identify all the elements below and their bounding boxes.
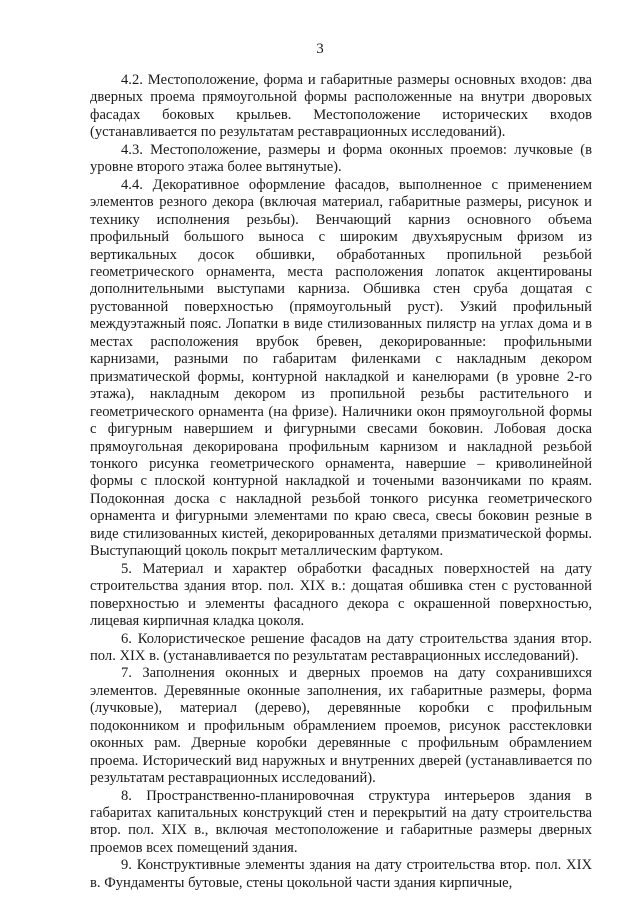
- document-body: [90, 72, 592, 892]
- page-number: 3: [316, 41, 324, 57]
- paragraph-4-3: 4.3. Местоположение, размеры и форма оконных проемов: лучковые (в уровне второго этажа более вытянутые).: [90, 141, 592, 176]
- paragraph-7: 7. Заполнения оконных и дверных проемов на дату сохранившихся элементов. Деревянные оконные заполнения, их габаритные размеры, форма (лучковые), материал (дерево), деревянные коробки с профильным подоконником и профильным обрамлением проемов, рисунок расстекловки оконных рам. Дверные коробки деревянные с профильным обрамлением проема. Исторический вид наружных и внутренних дверей (устанавливается по результатам реставрационных исследований).: [90, 665, 592, 787]
- paragraph-4-4: 4.4. Декоративное оформление фасадов, выполненное с применением элементов резного декора (включая материал, габаритные размеры, рисунок и технику исполнения резьбы). Венчающий карниз основного объема профильный большого выноса с широким двухъярусным фризом из вертикальных досок обшивки, обработанных пропильной резьбой геометрического орнамента, места расположения лопаток акцентированы дополнительными выступами карниза. Обшивка стен сруба дощатая с рустованной поверхностью (прямоугольный руст). Узкий профильный междуэтажный пояс. Лопатки в виде стилизованных пилястр на углах дома и в местах расположения врубок бревен, декорированные: профильными карнизами, разными по габаритам филенками с накладным декором призматической формы, контурной накладкой и канелюрами (в уровне 2-го этажа), накладным декором из пропильной резьбы растительного и геометрического орнамента (на фризе). Наличники окон прямоугольной формы с фигурным навершием и фигурными свесами боковин. Лобовая доска прямоугольная декорирована профильным карнизом и накладной резьбой тонкого рисунка геометрического орнамента, навершие – криволинейной формы с плоской контурной накладкой и точеными вазончиками по краям. Подоконная доска с накладной резьбой тонкого рисунка геометрического орнамента и фигурными элементами по краю свеса, свесы боковин резные в виде стилизованных кистей, декорированных деталями призматической формы. Выступающий цоколь покрыт металлическим фартуком.: [90, 176, 592, 560]
- paragraph-5: 5. Материал и характер обработки фасадных поверхностей на дату строительства здания втор. пол. XIX в.: дощатая обшивка стен с рустованной поверхностью и элементы фасадного декора с окрашенной поверхностью, лицевая кирпичная кладка цоколя.: [90, 560, 592, 630]
- paragraph-6: 6. Колористическое решение фасадов на дату строительства здания втор. пол. XIX в. (устанавливается по результатам реставрационных исследований).: [90, 630, 592, 664]
- paragraph-4-2: 4.2. Местоположение, форма и габаритные размеры основных входов: два дверных проема прямоугольной формы расположенные на внутри дворовых фасадах боковых крыльев. Местоположение исторических входов (устанавливается по результатам реставрационных исследований).: [90, 72, 592, 141]
- paragraph-8: 8. Пространственно-планировочная структура интерьеров здания в габаритах капитальных конструкций стен и перекрытий на дату строительства втор. пол. XIX в., включая местоположение и габаритные размеры дверных проемов всех помещений здания.: [90, 787, 592, 856]
- paragraph-9: 9. Конструктивные элементы здания на дату строительства втор. пол. XIX в. Фундаменты бутовые, стены цокольной части здания кирпичные,: [90, 857, 592, 891]
